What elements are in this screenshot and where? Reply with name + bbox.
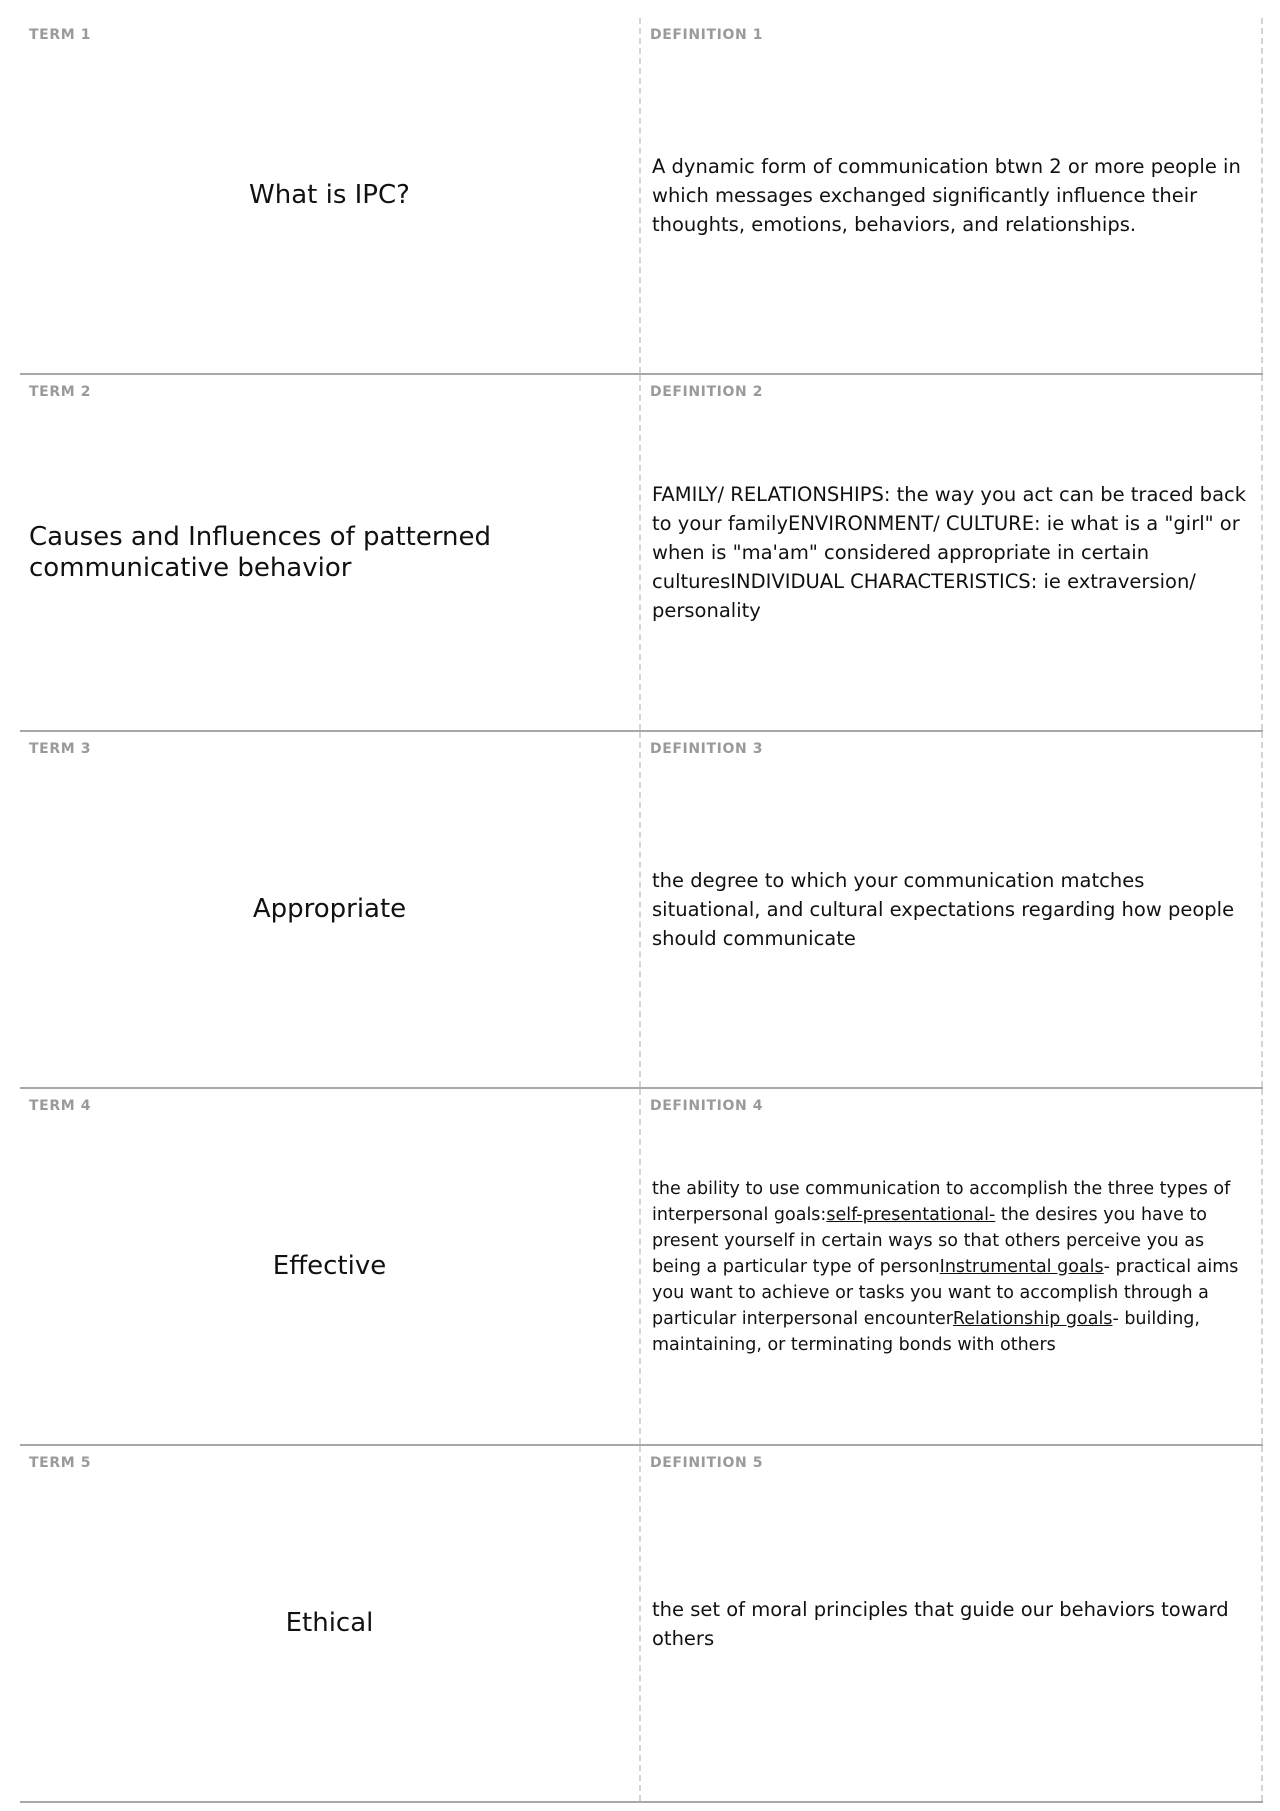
definition-text-part: - building, maintaining, or terminating bonds with others (652, 1308, 1200, 1355)
term-label: TERM 5 (29, 1455, 92, 1471)
definition-text (641, 1176, 1261, 1358)
definition-cell (641, 18, 1263, 373)
term-text: Causes and Influences of patterned communicative behavior (29, 521, 492, 583)
flashcard-row (20, 1446, 1263, 1803)
definition-text-part: - practical aims you want to achieve or tasks you want to accomplish through a particular interpersonal encounter (652, 1256, 1239, 1329)
definition-cell (641, 1089, 1263, 1444)
term-text: Ethical (285, 1608, 374, 1638)
term-cell (20, 18, 641, 373)
definition-label: DEFINITION 3 (650, 741, 764, 757)
definition-text: the set of moral principles that guide our behaviors toward others (652, 1597, 1229, 1650)
definition-text-part: the ability to use communication to accomplish the three types of interpersonal goals: (652, 1178, 1231, 1225)
term-cell (20, 732, 641, 1087)
term-cell (20, 1089, 641, 1444)
definition-text-part: the desires you have to present yourself in certain ways so that others perceive you as being a particular type of person (652, 1204, 1208, 1277)
term-text: Appropriate (252, 894, 407, 924)
definition-cell (641, 732, 1263, 1087)
flashcard-row (20, 1089, 1263, 1446)
definition-text: the degree to which your communication matches situational, and cultural expectations regarding how people should communicate (652, 869, 1235, 950)
definition-text: A dynamic form of communication btwn 2 or more people in which messages exchanged significantly influence their thoughts, emotions, behaviors, and relationships. (652, 155, 1241, 236)
flashcard-sheet (20, 18, 1263, 1803)
definition-label: DEFINITION 2 (650, 384, 764, 400)
flashcard-row (20, 18, 1263, 375)
term-text: What is IPC? (249, 180, 410, 210)
term-label: TERM 2 (29, 384, 92, 400)
term-label: TERM 3 (29, 741, 92, 757)
definition-label: DEFINITION 1 (650, 27, 764, 43)
underlined-term-instrumental-goals: Instrumental goals (939, 1256, 1104, 1277)
term-text: Effective (272, 1251, 387, 1281)
definition-cell (641, 1446, 1263, 1801)
definition-text: FAMILY/ RELATIONSHIPS: the way you act can be traced back to your familyENVIRONMENT/ CULTURE: ie what is a "girl" or when is "ma'am" considered appropriate in certain culturesINDIVIDUAL CHARACTERISTICS: ie extraversion/ personality (652, 483, 1247, 622)
definition-cell (641, 375, 1263, 730)
term-label: TERM 1 (29, 27, 92, 43)
definition-label: DEFINITION 5 (650, 1455, 764, 1471)
term-label: TERM 4 (29, 1098, 92, 1114)
flashcard-row (20, 732, 1263, 1089)
term-cell (20, 375, 641, 730)
underlined-term-self-presentational: self-presentational- (826, 1204, 996, 1225)
underlined-term-relationship-goals: Relationship goals (952, 1308, 1113, 1329)
term-cell (20, 1446, 641, 1801)
flashcard-row (20, 375, 1263, 732)
definition-label: DEFINITION 4 (650, 1098, 764, 1114)
